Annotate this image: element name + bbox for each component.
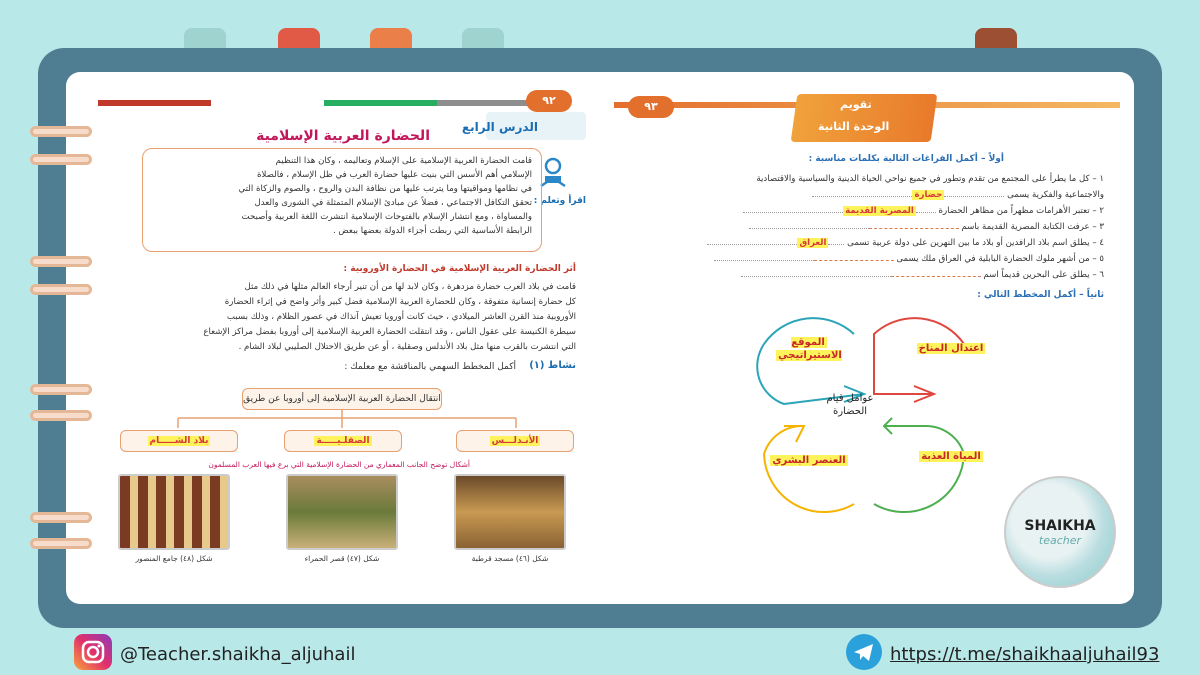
instagram-icon[interactable] [74, 634, 112, 670]
factor-human: العنصر البشري [772, 455, 846, 466]
binder-ring [30, 126, 92, 137]
section-line: سيطرة الكنيسة على عقول الناس ، وقد انتقلت الحضارة العربية الإسلامية إلى أوروبا بفضل مراكز الإشعاع [203, 327, 576, 337]
question-line: والاجتماعية والفكرية يسمى حضارة [812, 188, 1104, 203]
intro-line: قامت الحضارة العربية الإسلامية على الإسلام وتعاليمه ، وكان هذا التنظيم [275, 156, 532, 166]
intro-line: الرابطة الأساسية التي ربطت أجزاء الدولة بعضها ببعض . [332, 226, 532, 236]
section-title: أثر الحضارة العربية الإسلامية في الحضارة الأوروبية : [343, 264, 576, 274]
flow-branch-andalus: الأنـدلـــس [456, 430, 574, 452]
banner-subtitle: الوحدة الثانية [818, 120, 890, 133]
question-line: ٢ – تعتبر الأهرامات مظهراً من مظاهر الحضارة المصرية القديمة [743, 204, 1104, 219]
question-line: ٦ – يطلق على البحرين قديماً اسم [741, 268, 1104, 283]
factor-location: الموقع الاستيراتيجي [778, 337, 842, 361]
lesson-title: الحضارة العربية الإسلامية [256, 128, 430, 144]
part2-title: ثانياً – أكمل المخطط التالي : [977, 290, 1104, 300]
flow-branch-sicily: الصقلـيـــــة [284, 430, 402, 452]
banner-title: تقويم [840, 98, 872, 111]
question-line: ١ – كل ما يطرأ على المجتمع من تقدم وتطور في جميع نواحي الحياة الدينية والسياسية والاقتصادية [756, 174, 1104, 184]
binder-ring [30, 154, 92, 165]
question-line: ٥ – من أشهر ملوك الحضارة البابلية في العراق ملك يسمى [714, 252, 1104, 267]
binder-ring [30, 256, 92, 267]
factor-water: المياة العذبة [921, 451, 981, 462]
binder-ring [30, 512, 92, 523]
intro-line: الإسلامي أهم الأسس التي بنيت عليها حضارة العرب في ظل الإسلام ، فالصلاة [257, 170, 532, 180]
activity-text: أكمل المخطط السهمي بالمناقشة مع معلمك : [344, 362, 516, 372]
flow-top-box: انتقال الحضارة العربية الإسلامية إلى أوروبا عن طريق [242, 388, 442, 410]
figure-caption: شكل (٤٨) جامع المنصور [135, 554, 213, 563]
notebook-paper [66, 72, 1134, 604]
flag-stripe [98, 100, 550, 106]
section-line: التي انتشرت بالقرب منها مثل بلاد الأندلس وصقلية ، أو عن طريق الاحتلال الصليبي لبلاد الشام . [238, 342, 576, 352]
figure-caption: شكل (٤٦) مسجد قرطبة [471, 554, 549, 563]
lesson-label: الدرس الرابع [461, 120, 538, 134]
left-page [98, 90, 590, 594]
cordoba-mosque-photo [454, 474, 566, 550]
page-number-right: ٩٣ [628, 96, 674, 118]
read-learn-label: اقرأ وتعلم : [533, 196, 586, 206]
telegram-link[interactable]: https://t.me/shaikhaaljuhail93 [890, 644, 1160, 665]
binder-ring [30, 410, 92, 421]
part1-title: أولاً – أكمل الفراغات التالية بكلمات مناسبة : [808, 154, 1004, 164]
flow-branch-sham: بلاد الشـــــام [120, 430, 238, 452]
telegram-icon[interactable] [846, 634, 882, 670]
instagram-handle[interactable]: @Teacher.shaikha_aljuhail [120, 644, 356, 665]
activity-label: نشاط (١) [529, 360, 576, 371]
intro-line: تحقق التكافل الاجتماعي ، فضلاً عن مبادئ الإسلام المتمثلة في الشورى والعدل [254, 198, 532, 208]
question-line: ٤ – يطلق اسم بلاد الرافدين أو بلاد ما بين النهرين على دولة عربية تسمى العراق [707, 236, 1104, 251]
teacher-logo: SHAIKHA teacher [1004, 476, 1116, 588]
figure-caption: شكل (٤٧) قصر الحمراء [304, 554, 380, 563]
section-line: قامت في بلاد العرب حضارة مزدهرة ، وكان لابد لها من أن تنير أرجاء العالم مثلها في ذلك مثل [244, 282, 576, 292]
section-line: الأوروبية منذ القرن العاشر الميلادي ، حيث كانت أوروبا تعيش آنذاك في عصور الظلام ، وذلك بسبب [226, 312, 576, 322]
binder-ring [30, 384, 92, 395]
intro-line: في نظامها ومواقيتها وما يترتب عليها من نظافة البدن والروح ، والصوم والزكاة التي [238, 184, 532, 194]
section-line: كل حضارة إنسانية متفوقة ، وكان للحضارة العربية الإسلامية فضل كبير وأثر واضح في إثراء الحضارة [224, 297, 576, 307]
factor-climate: اعتدال المناخ [918, 343, 984, 354]
intro-line: والمساواة ، ومع انتشار الإسلام بالفتوحات الإسلامية انتشرت اللغة العربية وأصبحت [241, 212, 532, 222]
cycle-center-label: عوامل قيام الحضارة [826, 393, 874, 417]
binder-ring [30, 538, 92, 549]
binder-ring [30, 284, 92, 295]
page-number-left: ٩٢ [526, 90, 572, 112]
figures-caption: أشكال توضح الجانب المعماري من الحضارة الإسلامية التي برع فيها العرب المسلمون [208, 460, 470, 469]
question-line: ٣ – عرفت الكتابة المصرية القديمة باسم [749, 220, 1104, 235]
mansour-mosque-photo [118, 474, 230, 550]
alhambra-photo [286, 474, 398, 550]
flow-connectors [98, 410, 590, 430]
